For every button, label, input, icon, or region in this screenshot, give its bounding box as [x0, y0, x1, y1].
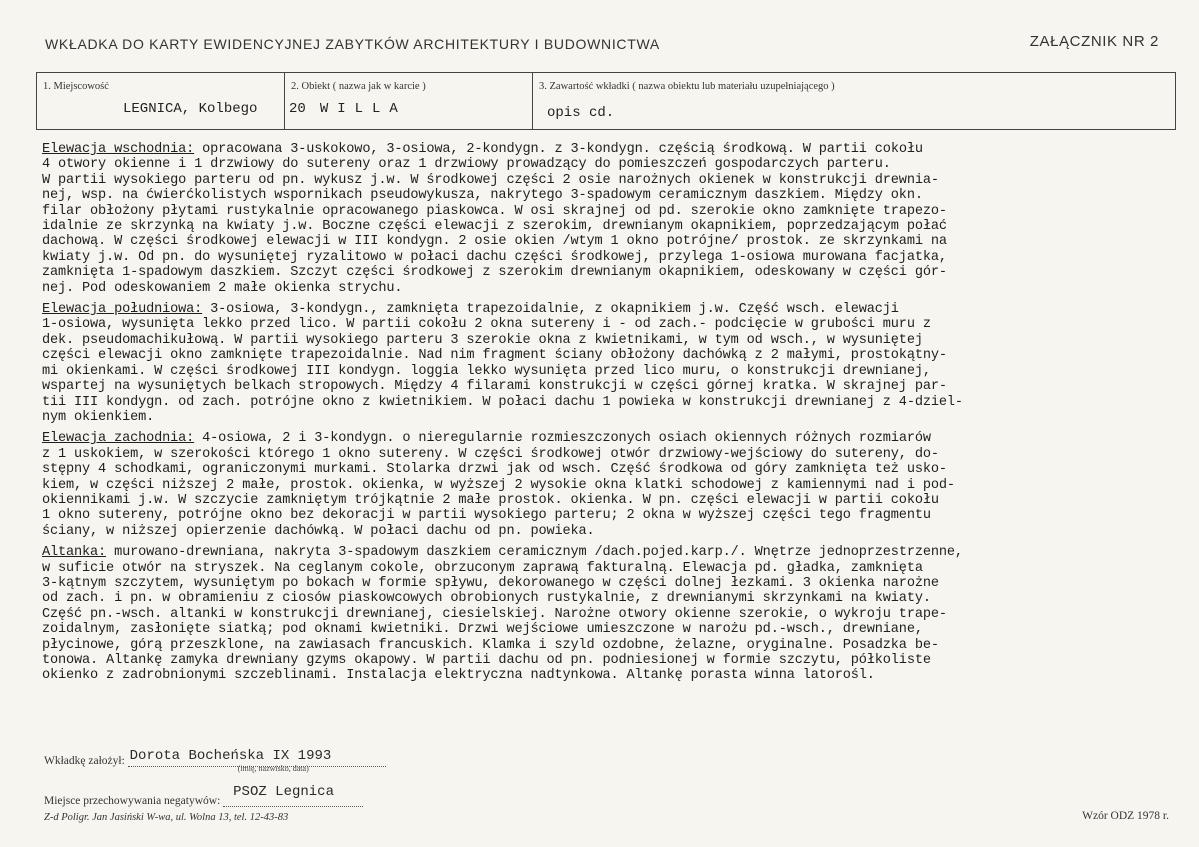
- section-line: [42, 348, 1187, 363]
- section-text: mi okienkami. W części środkowej III kondygn. loggia lekko wysunięta przed lico muru, o konstrukcji drewnianej,: [42, 363, 931, 379]
- section-line: [42, 561, 1187, 576]
- header-fields-table: [36, 72, 1176, 130]
- section-text: kiem, w części niższej 2 małe, prostok. okienka, w wyższej 2 wysokie okna klatki schodowej z kamiennymi nad i pod-: [42, 477, 955, 493]
- section-1: [42, 302, 1187, 425]
- contents-field: [533, 73, 1175, 129]
- section-line: [42, 462, 1187, 477]
- section-text: zoidalnym, zasłonięte siatką; pod oknami kwietniki. Drzwi wejściowe umieszczone w narożu pd.-wsch., drewniane,: [42, 622, 923, 638]
- section-line: [42, 607, 1187, 622]
- annex-number: ZAŁĄCZNIK NR 2: [1029, 33, 1159, 50]
- section-text: opracowana 3-uskokowo, 3-osiowa, 2-kondygn. z 3-kondygn. częścią środkową. W partii cokołu: [194, 142, 923, 157]
- section-text: tonowa. Altankę zamyka drewniany gzyms okapowy. W partii dachu od pn. podniesionej w formie szczytu, półkoliste: [42, 653, 931, 668]
- section-2: [42, 431, 1187, 539]
- section-text: części elewacji okno zamknięte trapezoidalnie. Nad nim fragment ściany obłożony dachówką z 2 małymi, prostokątny-: [42, 348, 947, 364]
- founder-label: Wkładkę założył:: [44, 755, 125, 767]
- section-text: nym okienkiem.: [42, 409, 155, 425]
- founder-value: Dorota Bocheńska IX 1993: [129, 748, 332, 764]
- object-name: WILLA: [319, 101, 407, 117]
- section-line: [42, 545, 1187, 560]
- section-line: [42, 431, 1187, 446]
- section-line: [42, 234, 1187, 249]
- founder-row: [44, 748, 386, 773]
- founder-hint: (imię, nazwisko, data): [237, 764, 309, 773]
- section-text: w suficie otwór na stryszek. Na ceglanym cokole, obrzuconym zaprawą fakturalną. Elewacja pd. gładka, zamknięta: [42, 560, 923, 576]
- section-line: [42, 157, 1187, 172]
- section-0: [42, 142, 1187, 296]
- section-text: stępny 4 schodkami, ograniczonymi murkami. Stolarka drzwi jak od wsch. Część środkowa od góry zamknięta też usko-: [42, 462, 947, 478]
- locality-label: 1. Miejscowość: [43, 81, 109, 92]
- section-text: ściany, w niższej opierzenie dachówką. W połaci dachu od pn. powieka.: [42, 523, 595, 539]
- section-line: [42, 302, 1187, 317]
- section-line: [42, 576, 1187, 591]
- section-line: [42, 622, 1187, 637]
- object-value: [289, 101, 407, 117]
- section-heading: Altanka:: [42, 545, 107, 561]
- section-line: [42, 317, 1187, 332]
- section-line: [42, 508, 1187, 523]
- section-line: [42, 333, 1187, 348]
- section-line: [42, 219, 1187, 234]
- section-text: 1-osiowa, wysunięta lekko przed lico. W partii cokołu 2 okna sutereny i - od zach.- podcięcie w grubości muru z: [42, 317, 931, 333]
- section-line: [42, 524, 1187, 539]
- section-text: 3-kątnym szczytem, wysuniętym po bokach w formie spływu, dekorowanego w części dolnej łezkami. 3 okienka narożne: [42, 575, 939, 591]
- section-text: Część pn.-wsch. altanki w konstrukcji drewnianej, ciesielskiej. Narożne otwory okienne szerokie, o wykroju trape-: [42, 606, 947, 622]
- object-label: 2. Obiekt ( nazwa jak w karcie ): [291, 81, 426, 92]
- form-model: Wzór ODZ 1978 r.: [1082, 810, 1169, 822]
- section-text: kwiaty j.w. Od pn. do wysuniętej ryzalitowo w połaci dachu części środkowej, przylega 1-osiowa murowana facjatka,: [42, 249, 947, 265]
- section-line: [42, 478, 1187, 493]
- section-text: zamknięta 1-spadowym daszkiem. Szczyt części środkowej z szerokim drewnianym okapnikiem, odeskowany w części gór-: [42, 265, 947, 281]
- section-text: 3-osiowa, 3-kondygn., zamknięta trapezoidalnie, z okapnikiem j.w. Część wsch. elewacji: [202, 302, 899, 318]
- section-text: dek. pseudomachikułową. W partii wysokiego parteru 3 szerokie okna z kwietnikami, w tym od wsch., w wysuniętej: [42, 332, 923, 348]
- section-text: płycinowe, górą przeszklone, na zawiasach francuskich. Klamka i szyld ozdobne, żelazne, oryginalne. Posadzka be-: [42, 637, 939, 653]
- section-text: 4 otwory okienne i 1 drzwiowy do sutereny oraz 1 drzwiowy prowadzący do pomieszczeń gospodarczych parteru.: [42, 157, 891, 173]
- section-text: filar obłożony płytami rustykalnie opracowanego piaskowca. W osi skrajnej od pd. szerokie okno zamknięte trapezo-: [42, 203, 947, 219]
- negatives-label: Miejsce przechowywania negatywów:: [44, 795, 221, 807]
- section-text: tii III kondygn. od zach. potrójne okno z kwietnikiem. W połaci dachu 1 powieka w konstrukcji drewnianej z 4-dziel-: [42, 394, 963, 410]
- section-text: od zach. i pn. w obramieniu z ciosów piaskowcowych obrobionych rustykalnie, z drewnianymi skrzynkami na kwiaty.: [42, 591, 931, 607]
- section-line: [42, 265, 1187, 280]
- section-line: [42, 668, 1187, 683]
- section-text: nej, wsp. na ćwierćkolistych wspornikach pseudowykusza, nakrytego 3-spadowym ceramicznym daszkiem. Między okn.: [42, 188, 923, 204]
- founder-line: [128, 748, 386, 773]
- section-line: [42, 447, 1187, 462]
- section-line: [42, 395, 1187, 410]
- description-body: [42, 142, 1187, 690]
- section-text: idalnie ze skrzynką na kwiaty j.w. Boczne części elewacji z szerokim, drewnianym okapnikiem, poprzedzającym połać: [42, 219, 947, 235]
- section-line: [42, 281, 1187, 296]
- section-line: [42, 250, 1187, 265]
- section-line: [42, 410, 1187, 425]
- section-text: okienko z zadrobnionymi szczeblinami. Instalacja elektryczna nadtynkowa. Altankę porasta winna latorośl.: [42, 668, 875, 684]
- section-text: z 1 uskokiem, w szerokości którego 1 okno sutereny. W części środkowej otwór drzwiowy-wejściowy do sutereny, do-: [42, 446, 939, 462]
- section-line: [42, 493, 1187, 508]
- section-line: [42, 638, 1187, 653]
- printer-imprint: Z-d Poligr. Jan Jasiński W-wa, ul. Wolna 13, tel. 12-43-83: [44, 812, 289, 823]
- section-text: 1 okno sutereny, potrójne okno bez dekoracji w partii wysokiego parteru; 2 okna w wyższej części tego fragmentu: [42, 508, 931, 524]
- locality-value: LEGNICA, Kolbego: [123, 101, 258, 117]
- section-line: [42, 653, 1187, 668]
- negatives-row: [44, 784, 363, 807]
- section-heading: Elewacja południowa:: [42, 302, 203, 318]
- contents-label: 3. Zawartość wkładki ( nazwa obiektu lub materiału uzupełniającego ): [539, 81, 835, 92]
- object-field: [285, 73, 533, 129]
- negatives-line: [223, 784, 363, 807]
- section-line: [42, 188, 1187, 203]
- section-line: [42, 142, 1187, 157]
- section-line: [42, 204, 1187, 219]
- section-text: 4-osiowa, 2 i 3-kondygn. o nieregularnie rozmieszczonych osiach okiennych różnych rozmiarów: [194, 431, 931, 447]
- section-heading: Elewacja zachodnia:: [42, 431, 195, 447]
- negatives-value: PSOZ Legnica: [233, 784, 334, 800]
- contents-value: opis cd.: [547, 105, 615, 121]
- section-text: wspartej na wysuniętych belkach stropowych. Między 4 filarami konstrukcji w części górnej kratka. W skrajnej par-: [42, 379, 947, 395]
- section-line: [42, 591, 1187, 606]
- section-text: nej. Pod odeskowaniem 2 małe okienka strychu.: [42, 280, 403, 296]
- section-line: [42, 379, 1187, 394]
- section-heading: Elewacja wschodnia:: [42, 142, 195, 157]
- section-line: [42, 173, 1187, 188]
- object-number: 20: [289, 101, 306, 117]
- section-text: W partii wysokiego parteru od pn. wykusz j.w. W środkowej części 2 osie narożnych okienek w konstrukcji drewnia-: [42, 172, 939, 188]
- locality-field: [37, 73, 285, 129]
- section-text: murowano-drewniana, nakryta 3-spadowym daszkiem ceramicznym /dach.pojed.karp./. Wnętrze jednoprzestrzenne,: [106, 545, 963, 561]
- section-text: dachową. W części środkowej elewacji w III kondygn. 2 osie okien /wtym 1 okno potrójne/ prostok. ze skrzynkami na: [42, 234, 947, 250]
- form-title: WKŁADKA DO KARTY EWIDENCYJNEJ ZABYTKÓW ARCHITEKTURY I BUDOWNICTWA: [45, 36, 660, 52]
- section-3: [42, 545, 1187, 684]
- section-text: okiennikami j.w. W szczycie zamkniętym trójkątnie 2 małe prostok. okienka. W pn. części elewacji w partii cokołu: [42, 492, 939, 508]
- section-line: [42, 364, 1187, 379]
